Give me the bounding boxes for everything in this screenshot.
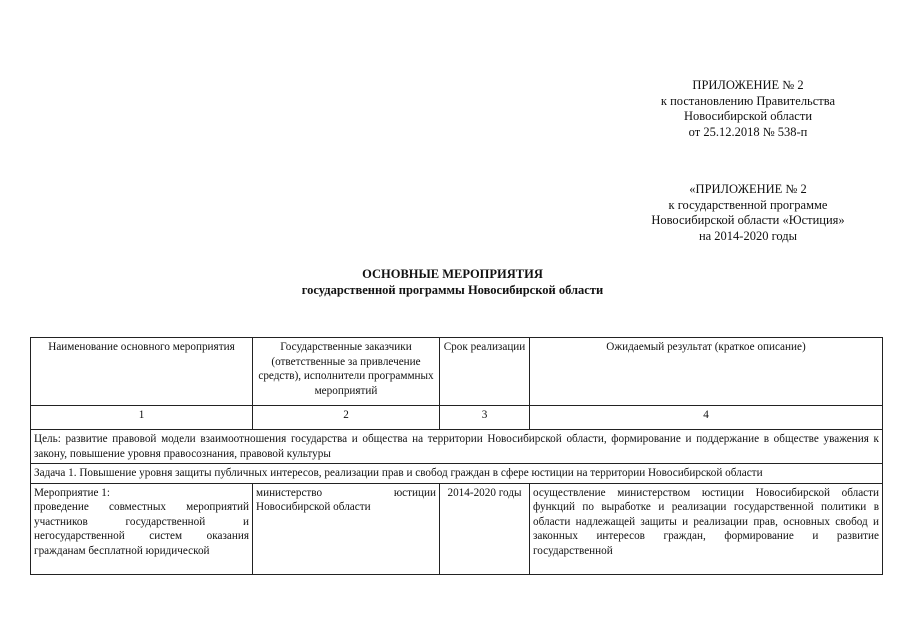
title-subtitle: государственной программы Новосибирской области — [301, 283, 604, 297]
appendix-line: ПРИЛОЖЕНИЕ № 2 — [692, 78, 804, 92]
goal-row — [31, 430, 883, 464]
column-number: 3 — [440, 406, 530, 430]
measure-customer: министерство юстиции Новосибирской области — [256, 486, 436, 513]
measure-term-cell — [440, 483, 530, 574]
header-cell-name: Наименование основного мероприятия — [31, 338, 253, 406]
measure-result: осуществление министерством юстиции Новосибирской области функций по выработке и реализации государственной политики в области надлежащей защиты и реализации прав, основных свобод и законных интересов граждан, формирование и развитие государственной — [533, 486, 879, 557]
appendix-line: Новосибирской области «Юстиция» — [651, 213, 845, 227]
task-text: Задача 1. Повышение уровня защиты публичных интересов, реализации прав и свобод граждан в сфере юстиции на территории Новосибирской области — [31, 464, 883, 484]
measure-result-cell — [530, 483, 883, 574]
measures-table — [30, 337, 883, 575]
measure-name-cell — [31, 483, 253, 574]
header-cell-customers: Государственные заказчики (ответственные за привлечение средств), исполнители программных мероприятий — [253, 338, 440, 406]
column-number: 1 — [31, 406, 253, 430]
appendix-header-program — [590, 182, 905, 244]
table-row — [31, 483, 883, 574]
appendix-line: к государственной программе — [668, 197, 828, 212]
appendix-line: Новосибирской области — [683, 109, 813, 123]
appendix-line: к постановлению Правительства — [660, 93, 836, 108]
title-main: ОСНОВНЫЕ МЕРОПРИЯТИЯ — [362, 267, 543, 281]
goal-text: Цель: развитие правовой модели взаимоотношения государства и общества на территории Новосибирской области, формирование и поддержание в обществе уважения к закону, повышение уровня правосознания, правовой культуры — [31, 430, 883, 464]
header-cell-term: Срок реализации — [440, 338, 530, 406]
document-title — [0, 266, 905, 298]
table-column-numbers-row — [31, 406, 883, 430]
measure-title: Мероприятие 1: — [34, 486, 111, 499]
appendix-line: от 25.12.2018 № 538-п — [688, 124, 808, 139]
appendix-header-resolution — [600, 78, 896, 140]
table-header-row — [31, 338, 883, 406]
measure-term: 2014-2020 годы — [447, 486, 522, 499]
appendix-line: «ПРИЛОЖЕНИЕ № 2 — [689, 182, 807, 196]
column-number: 4 — [530, 406, 883, 430]
measure-description: проведение совместных мероприятий участников государственной и негосударственной систем оказания гражданам бесплатной юридической — [34, 501, 249, 557]
column-number: 2 — [253, 406, 440, 430]
appendix-line: на 2014-2020 годы — [698, 228, 798, 243]
task-row — [31, 464, 883, 484]
header-cell-result: Ожидаемый результат (краткое описание) — [530, 338, 883, 406]
measure-customer-cell — [253, 483, 440, 574]
